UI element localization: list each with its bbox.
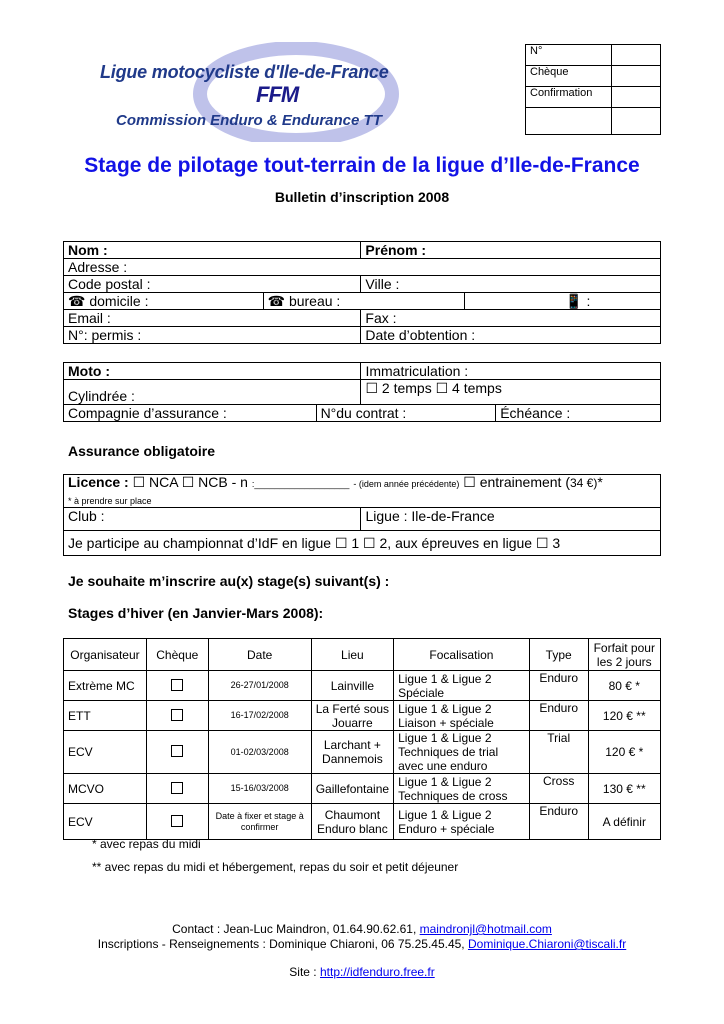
row-focalisation: Ligue 1 & Ligue 2 Enduro + spéciale bbox=[394, 804, 530, 840]
stages-table bbox=[63, 638, 661, 840]
row-focalisation: Ligue 1 & Ligue 2 Spéciale bbox=[394, 671, 530, 701]
temps-choice[interactable]: ☐ 2 temps ☐ 4 temps bbox=[361, 380, 661, 405]
table-row bbox=[64, 671, 661, 701]
corner-number-label: N° bbox=[526, 45, 612, 66]
entrainement-star: * bbox=[597, 474, 603, 490]
licence-table bbox=[63, 474, 661, 556]
row-lieu: Chaumont Enduro blanc bbox=[311, 804, 393, 840]
stages-header-row bbox=[64, 639, 661, 671]
table-row bbox=[64, 804, 661, 840]
hiver-heading: Stages d’hiver (en Janvier-Mars 2008): bbox=[68, 605, 324, 621]
licence-label: Licence : bbox=[68, 474, 129, 490]
row-cheque-checkbox[interactable] bbox=[146, 731, 208, 774]
contact-text: Contact : Jean-Luc Maindron, 01.64.90.62.61, bbox=[172, 922, 417, 936]
checkbox-icon[interactable] bbox=[171, 782, 183, 794]
header-cheque: Chèque bbox=[146, 639, 208, 671]
assurance-heading: Assurance obligatoire bbox=[68, 443, 216, 459]
row-date: 16-17/02/2008 bbox=[208, 701, 311, 731]
row-lieu: Gaillefontaine bbox=[311, 774, 393, 804]
row-type: Enduro bbox=[529, 804, 588, 840]
moto-table bbox=[63, 362, 661, 422]
assurance-company-field[interactable]: Compagnie d’assurance : bbox=[64, 405, 317, 422]
souhaite-heading: Je souhaite m’inscrire au(x) stage(s) suivant(s) : bbox=[68, 573, 390, 589]
logo-ffm: FFM bbox=[256, 82, 299, 107]
corner-empty-label bbox=[526, 108, 612, 135]
table-row bbox=[64, 774, 661, 804]
header-forfait: Forfait pour les 2 jours bbox=[588, 639, 660, 671]
phone-office-field[interactable]: ☎ bureau : bbox=[263, 293, 465, 310]
header-type: Type bbox=[529, 639, 588, 671]
prenom-field[interactable]: Prénom : bbox=[361, 242, 661, 259]
row-focalisation: Ligue 1 & Ligue 2 Liaison + spéciale bbox=[394, 701, 530, 731]
league-logo bbox=[96, 42, 496, 142]
row-cheque-checkbox[interactable] bbox=[146, 701, 208, 731]
footer-inscriptions bbox=[0, 937, 724, 951]
fax-field[interactable]: Fax : bbox=[361, 310, 661, 327]
row-type: Enduro bbox=[529, 701, 588, 731]
header-date: Date bbox=[208, 639, 311, 671]
corner-empty-field[interactable] bbox=[612, 108, 661, 135]
office-use-box bbox=[525, 44, 661, 135]
site-link[interactable]: http://idfenduro.free.fr bbox=[319, 965, 435, 979]
row-forfait: 130 € ** bbox=[588, 774, 660, 804]
row-focalisation: Ligue 1 & Ligue 2 Techniques de cross bbox=[394, 774, 530, 804]
corner-confirmation-label: Confirmation bbox=[526, 87, 612, 108]
note-midday-meal: * avec repas du midi bbox=[92, 837, 201, 851]
nom-field[interactable]: Nom : bbox=[64, 242, 361, 259]
corner-cheque-label: Chèque bbox=[526, 66, 612, 87]
corner-number-field[interactable] bbox=[612, 45, 661, 66]
row-date: 26-27/01/2008 bbox=[208, 671, 311, 701]
row-date: 15-16/03/2008 bbox=[208, 774, 311, 804]
row-lieu: Lainville bbox=[311, 671, 393, 701]
moto-field[interactable]: Moto : bbox=[64, 363, 361, 380]
row-type: Trial bbox=[529, 731, 588, 774]
page-title: Stage de pilotage tout-terrain de la ligue d’Ile-de-France bbox=[84, 154, 640, 177]
row-organisateur: ECV bbox=[64, 804, 147, 840]
identity-table bbox=[63, 241, 661, 344]
row-type: Cross bbox=[529, 774, 588, 804]
ligue-field: Ligue : Ile-de-France bbox=[361, 508, 661, 531]
row-organisateur: ECV bbox=[64, 731, 147, 774]
licence-options[interactable]: ☐ NCA ☐ NCB - n bbox=[132, 474, 248, 490]
corner-confirmation-field[interactable] bbox=[612, 87, 661, 108]
phone-mobile-field[interactable]: 📱 : bbox=[465, 293, 661, 310]
row-date: Date à fixer et stage à confirmer bbox=[208, 804, 311, 840]
header-focalisation: Focalisation bbox=[394, 639, 530, 671]
contact-email-link[interactable]: maindronjl@hotmail.com bbox=[419, 922, 552, 936]
corner-cheque-field[interactable] bbox=[612, 66, 661, 87]
checkbox-icon[interactable] bbox=[171, 815, 183, 827]
adresse-field[interactable]: Adresse : bbox=[64, 259, 661, 276]
row-forfait: 120 € ** bbox=[588, 701, 660, 731]
code-postal-field[interactable]: Code postal : bbox=[64, 276, 361, 293]
header-lieu: Lieu bbox=[311, 639, 393, 671]
row-forfait: 80 € * bbox=[588, 671, 660, 701]
club-field[interactable]: Club : bbox=[64, 508, 361, 531]
table-row bbox=[64, 731, 661, 774]
echeance-field[interactable]: Échéance : bbox=[496, 405, 661, 422]
championnat-row[interactable]: Je participe au championnat d’IdF en ligue ☐ 1 ☐ 2, aux épreuves en ligue ☐ 3 bbox=[64, 531, 661, 556]
row-organisateur: ETT bbox=[64, 701, 147, 731]
row-forfait: A définir bbox=[588, 804, 660, 840]
licence-idem-note: - (idem année précédente) bbox=[353, 479, 460, 489]
ville-field[interactable]: Ville : bbox=[361, 276, 661, 293]
contrat-field[interactable]: N°du contrat : bbox=[316, 405, 496, 422]
row-cheque-checkbox[interactable] bbox=[146, 671, 208, 701]
logo-commission: Commission Enduro & Endurance TT bbox=[116, 112, 382, 129]
permis-field[interactable]: N°: permis : bbox=[64, 327, 361, 344]
row-lieu: La Ferté sous Jouarre bbox=[311, 701, 393, 731]
header-organisateur: Organisateur bbox=[64, 639, 147, 671]
footer-site bbox=[0, 965, 724, 979]
row-forfait: 120 € * bbox=[588, 731, 660, 774]
cylindree-field[interactable]: Cylindrée : bbox=[64, 380, 361, 405]
checkbox-icon[interactable] bbox=[171, 709, 183, 721]
row-date: 01-02/03/2008 bbox=[208, 731, 311, 774]
inscriptions-text: Inscriptions - Renseignements : Dominique Chiaroni, 06 75.25.45.45, bbox=[97, 937, 465, 951]
entrainement-price: 34 €) bbox=[570, 476, 598, 490]
phone-home-field[interactable]: ☎ domicile : bbox=[64, 293, 264, 310]
row-cheque-checkbox[interactable] bbox=[146, 774, 208, 804]
inscriptions-email-link[interactable]: Dominique.Chiaroni@tiscali.fr bbox=[467, 937, 627, 951]
row-organisateur: Extrème MC bbox=[64, 671, 147, 701]
licence-number-blank[interactable]: :___________________ bbox=[251, 479, 350, 489]
licence-row bbox=[64, 475, 661, 508]
licence-note: * à prendre sur place bbox=[68, 496, 152, 506]
row-type: Enduro bbox=[529, 671, 588, 701]
immatriculation-field[interactable]: Immatriculation : bbox=[361, 363, 661, 380]
checkbox-icon[interactable] bbox=[171, 679, 183, 691]
obtention-field[interactable]: Date d’obtention : bbox=[361, 327, 661, 344]
page-subtitle: Bulletin d’inscription 2008 bbox=[274, 189, 450, 205]
row-focalisation: Ligue 1 & Ligue 2 Techniques de trial avec une enduro bbox=[394, 731, 530, 774]
site-label: Site : bbox=[289, 965, 317, 979]
footer-contact bbox=[0, 922, 724, 936]
row-organisateur: MCVO bbox=[64, 774, 147, 804]
checkbox-icon[interactable] bbox=[171, 745, 183, 757]
row-cheque-checkbox[interactable] bbox=[146, 804, 208, 840]
email-field[interactable]: Email : bbox=[64, 310, 361, 327]
table-row bbox=[64, 701, 661, 731]
logo-title: Ligue motocycliste d'Ile-de-France bbox=[100, 62, 389, 82]
row-lieu: Larchant + Dannemois bbox=[311, 731, 393, 774]
note-accommodation: ** avec repas du midi et hébergement, repas du soir et petit déjeuner bbox=[92, 860, 459, 874]
entrainement-option[interactable]: ☐ entrainement ( bbox=[463, 474, 570, 490]
